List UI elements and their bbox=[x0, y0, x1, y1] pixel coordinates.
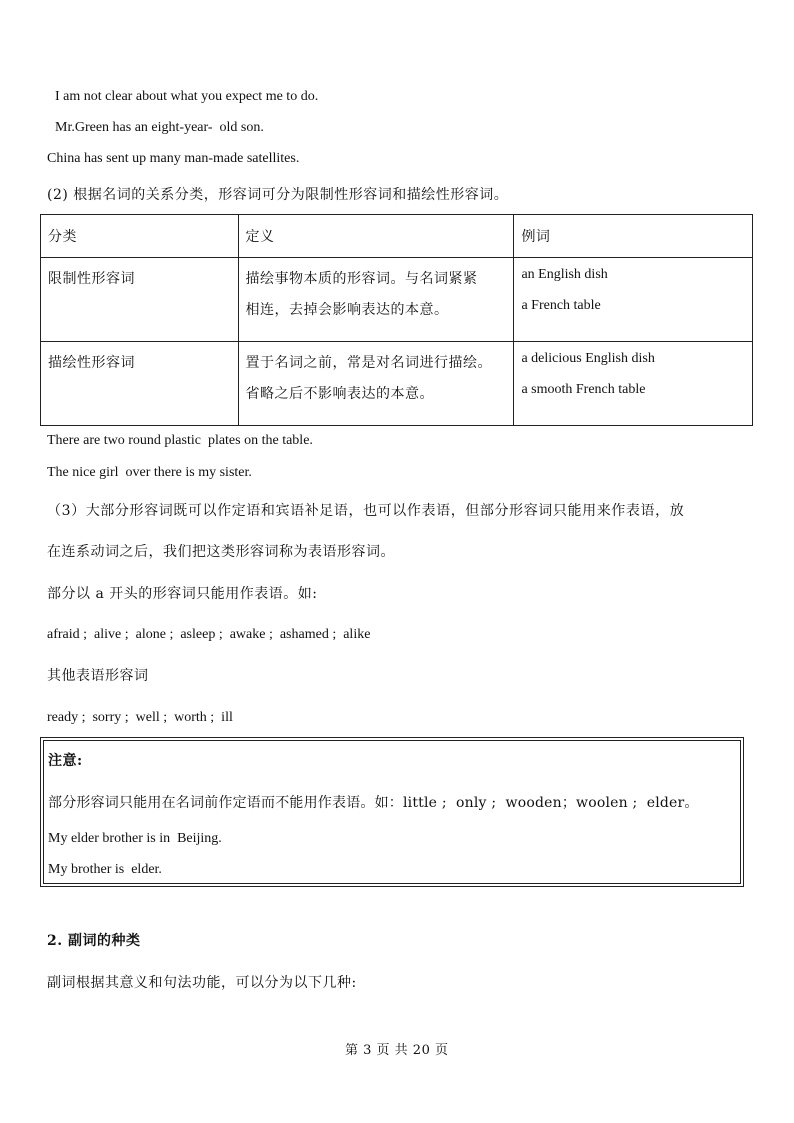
table-cell-category: 限制性形容词 bbox=[48, 271, 135, 287]
table-cell-example: a French table bbox=[521, 298, 601, 313]
a-adjectives-intro: 部分以 a 开头的形容词只能用作表语。如: bbox=[47, 586, 318, 602]
note-line-2: My elder brother is in Beijing. bbox=[48, 831, 222, 846]
table-header-definition: 定义 bbox=[238, 215, 514, 258]
section-3-line-1: （3）大部分形容词既可以作定语和宾语补足语，也可以作表语，但部分形容词只能用来作表语，放 bbox=[47, 503, 685, 519]
table-cell-category: 描绘性形容词 bbox=[48, 355, 135, 371]
note-line-3: My brother is elder. bbox=[48, 862, 162, 877]
table-header-category: 分类 bbox=[41, 215, 239, 258]
intro-line-2: Mr.Green has an eight-year- old son. bbox=[55, 120, 264, 135]
table-row bbox=[41, 342, 753, 426]
table-header-examples: 例词 bbox=[514, 215, 753, 258]
note-line-1: 部分形容词只能用在名词前作定语而不能用作表语。如：little ; only ; wooden；woolen ; elder。 bbox=[48, 795, 699, 811]
note-title: 注意: bbox=[48, 753, 83, 769]
table-cell-example: a smooth French table bbox=[521, 382, 646, 397]
table-row bbox=[41, 258, 753, 342]
adverb-section-heading: 2. 副词的种类 bbox=[47, 933, 141, 949]
table-cell-definition-line: 置于名词之前，常是对名词进行描绘。 bbox=[245, 355, 493, 371]
after-table-line-1: There are two round plastic plates on the table. bbox=[47, 433, 313, 448]
table-cell-definition-line: 相连，去掉会影响表达的本意。 bbox=[245, 302, 449, 318]
page-footer: 第 3 页 共 20 页 bbox=[345, 1043, 449, 1058]
a-adjectives-list: afraid ; alive ; alone ; asleep ; awake ; ashamed ; alike bbox=[47, 627, 371, 642]
intro-line-3: China has sent up many man-made satellites. bbox=[47, 151, 300, 166]
adjective-classification-table bbox=[40, 214, 753, 426]
table-cell-definition-line: 描绘事物本质的形容词。与名词紧紧 bbox=[245, 271, 478, 287]
adverb-intro: 副词根据其意义和句法功能，可以分为以下几种: bbox=[47, 975, 357, 991]
section-3-line-2: 在连系动词之后，我们把这类形容词称为表语形容词。 bbox=[47, 544, 395, 560]
section-2-heading: (2) 根据名词的关系分类，形容词可分为限制性形容词和描绘性形容词。 bbox=[47, 187, 509, 203]
table-header-row bbox=[41, 215, 753, 258]
other-predicative-list: ready ; sorry ; well ; worth ; ill bbox=[47, 710, 233, 725]
table-cell-example: an English dish bbox=[521, 267, 608, 282]
after-table-line-2: The nice girl over there is my sister. bbox=[47, 465, 252, 480]
other-predicative-label: 其他表语形容词 bbox=[47, 668, 149, 684]
table-cell-example: a delicious English dish bbox=[521, 351, 655, 366]
intro-line-1: I am not clear about what you expect me to do. bbox=[55, 89, 319, 104]
table-cell-definition-line: 省略之后不影响表达的本意。 bbox=[245, 386, 435, 402]
